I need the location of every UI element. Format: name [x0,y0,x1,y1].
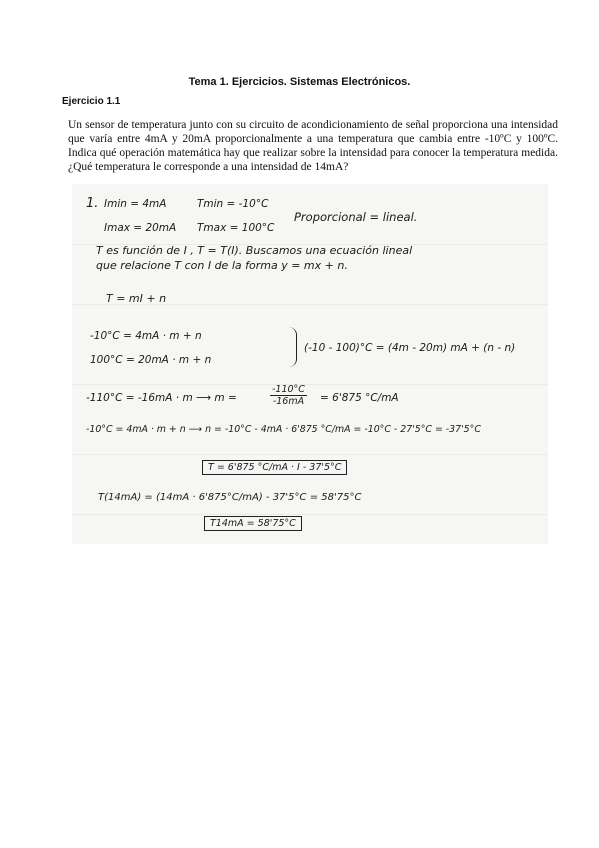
intro-line-1: T es función de I , T = T(I). Buscamos una ecuación lineal [96,244,413,257]
document-title: Tema 1. Ejercicios. Sistemas Electrónicos. [188,76,411,88]
solution-number: 1. [86,196,99,211]
t-max: Tmax = 100°C [197,222,275,234]
slope-result: = 6'875 °C/mA [320,392,399,404]
slope-numerator: -110°C [272,384,305,395]
intercept-step: -10°C = 4mA · m + n ⟶ n = -10°C - 4mA · 6'875 °C/mA = -10°C - 27'5°C = -37'5°C [86,424,481,435]
final-result-box: T14mA = 58'75°C [204,516,302,531]
handwritten-solution [72,184,548,544]
result-box: T = 6'875 °C/mA · I - 37'5°C [202,460,347,475]
subtraction-step: (-10 - 100)°C = (4m - 20m) mA + (n - n) [304,342,516,354]
i-max: Imax = 20mA [104,222,177,234]
system-brace [288,327,297,367]
exercise-heading: Ejercicio 1.1 [62,96,121,107]
slope-fraction [270,384,307,407]
exercise-statement: Un sensor de temperatura junto con su circuito de acondicionamiento de señal proporciona una intensidad que varía entre 4mA y 20mA proporcionalmente a una temperatura que cambia entre -10ºC y 100ºC. Indica qué operación matemática hay que realizar sobre la intensidad para conocer la temperatura medida. ¿Qué temperatura le corresponde a una intensidad de 14mA? [68,119,558,173]
intro-line-2: que relacione T con I de la forma y = mx + n. [96,259,348,272]
i-min: Imin = 4mA [104,198,167,210]
slope-equation: -110°C = -16mA · m ⟶ m = [86,392,237,404]
linear-model: T = mI + n [106,292,167,305]
equation-1: -10°C = 4mA · m + n [90,330,202,342]
equation-2: 100°C = 20mA · m + n [90,354,212,366]
evaluation-step: T(14mA) = (14mA · 6'875°C/mA) - 37'5°C = 58'75°C [98,492,362,503]
slope-denominator: -16mA [272,396,305,407]
proportional-note: Proporcional = lineal. [294,210,418,224]
t-min: Tmin = -10°C [197,198,269,210]
